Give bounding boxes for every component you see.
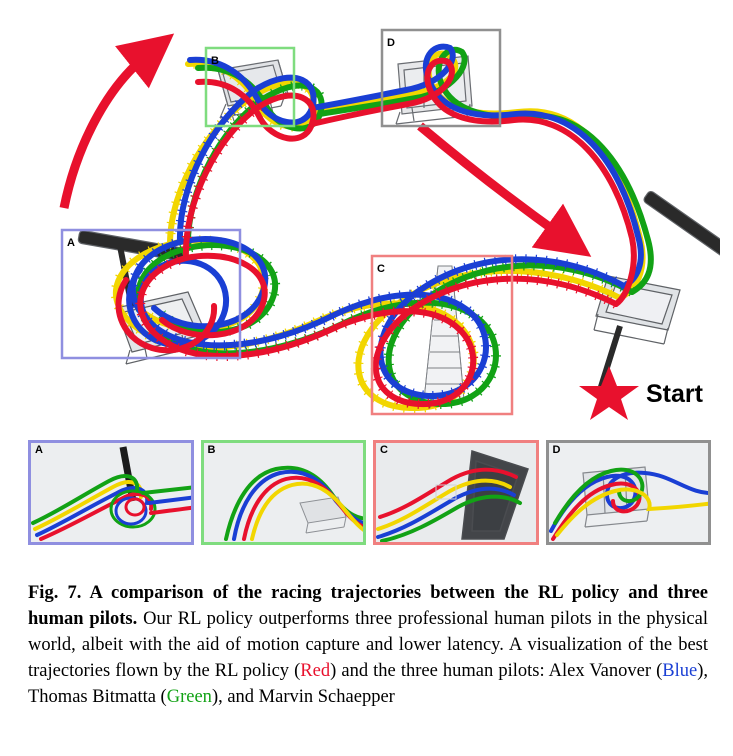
caption-body-part4: ), and Marvin Schaepper xyxy=(211,687,395,707)
inset-d-plot xyxy=(549,443,712,542)
region-label-b: B xyxy=(211,55,219,67)
caption-body-part3: ), Thomas Bitmatta ( xyxy=(28,661,708,707)
inset-strip xyxy=(28,440,711,548)
caption-green-word: Green xyxy=(166,687,212,707)
region-label-a: A xyxy=(67,237,75,249)
caption-red-word: Red xyxy=(300,661,331,681)
start-label: Start xyxy=(646,380,703,408)
caption-title: A comparison of the racing trajectories between the RL policy and three human pilots. xyxy=(28,583,708,629)
region-label-d: D xyxy=(387,37,395,49)
direction-arrow-right xyxy=(420,126,562,236)
inset-a-plot xyxy=(31,443,194,542)
inset-label-c: C xyxy=(380,444,388,456)
start-marker xyxy=(579,366,704,420)
inset-panel-b xyxy=(201,440,367,545)
inset-c-plot xyxy=(376,443,539,542)
caption-blue-word: Blue xyxy=(662,661,698,681)
main-figure-panel xyxy=(20,8,720,433)
inset-panel-c xyxy=(373,440,539,545)
trajectory-plot xyxy=(20,8,720,433)
inset-panel-d xyxy=(546,440,712,545)
figure-caption xyxy=(28,580,708,710)
gate-structure-start xyxy=(594,190,720,390)
inset-b-plot xyxy=(204,443,367,542)
direction-arrow-left xyxy=(64,56,146,208)
region-label-c: C xyxy=(377,263,385,275)
caption-figure-id: Fig. 7. xyxy=(28,583,82,603)
caption-body-part2: ) and the three human pilots: Alex Vanover ( xyxy=(330,661,663,681)
inset-panel-a xyxy=(28,440,194,545)
inset-label-a: A xyxy=(35,444,43,456)
inset-label-b: B xyxy=(207,444,216,456)
inset-label-d: D xyxy=(552,444,561,456)
trajectory-green xyxy=(138,50,651,404)
caption-body-part1: Our RL policy outperforms three professional human pilots in the physical world, albeit with the aid of motion capture and lower latency. A visualization of the best trajectories flown by the RL policy ( xyxy=(28,609,708,681)
